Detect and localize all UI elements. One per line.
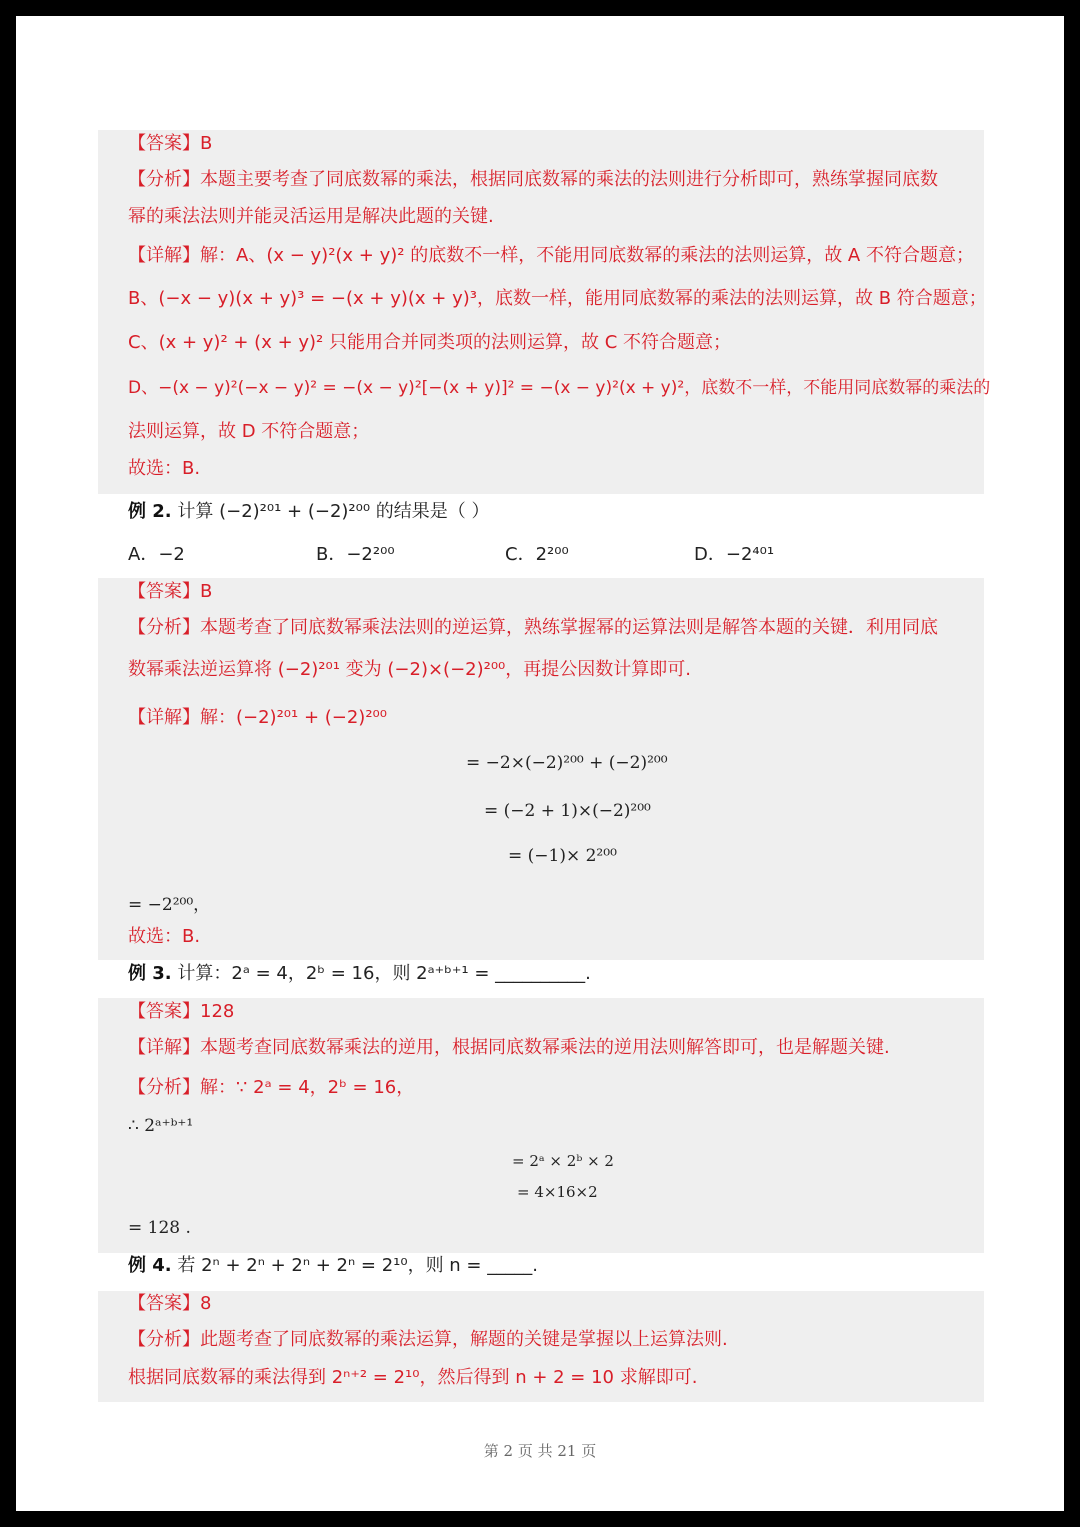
ex3-therefore: ∴ 2ᵃ⁺ᵇ⁺¹ xyxy=(128,1116,194,1136)
ex2-option-a[interactable]: A．−2 xyxy=(128,544,185,565)
ex4-analysis-line1: 【分析】此题考查了同底数幂的乘法运算，解题的关键是掌握以上运算法则. xyxy=(128,1329,728,1350)
ex1-detail-line2: B、(−x − y)(x + y)³ = −(x + y)(x + y)³，底数一样，能用同底数幂的乘法的法则运算，故 B 符合题意； xyxy=(128,288,987,309)
ex2-label: 例 2. xyxy=(128,501,172,522)
ex1-detail-line5: 法则运算，故 D 不符合题意； xyxy=(128,421,370,442)
page-number-footer: 第 2 页 共 21 页 xyxy=(483,1442,597,1460)
ex3-question-text: 计算：2ᵃ = 4，2ᵇ = 16，则 2ᵃ⁺ᵇ⁺¹ = __________. xyxy=(177,963,591,984)
ex3-question xyxy=(128,962,591,986)
ex2-choose: 故选：B. xyxy=(128,926,201,947)
ex2-option-d[interactable]: D．−2⁴⁰¹ xyxy=(694,544,775,565)
ex1-detail-line3: C、(x + y)² + (x + y)² 只能用合并同类项的法则运算，故 C 不符合题意； xyxy=(128,332,732,353)
ex1-answer: 【答案】B xyxy=(128,133,213,154)
ex3-step-2: = 4×16×2 xyxy=(517,1183,598,1201)
ex4-analysis-line2: 根据同底数幂的乘法得到 2ⁿ⁺² = 2¹⁰，然后得到 n + 2 = 10 求解即可. xyxy=(128,1367,698,1388)
ex1-detail-line1: 【详解】解：A、(x − y)²(x + y)² 的底数不一样，不能用同底数幂的乘法的法则运算，故 A 不符合题意； xyxy=(128,245,974,266)
ex3-label: 例 3. xyxy=(128,963,172,984)
ex2-question xyxy=(128,500,490,524)
ex2-step-3: = (−1)× 2²⁰⁰ xyxy=(508,846,617,866)
ex1-choose: 故选：B. xyxy=(128,458,201,479)
ex4-question xyxy=(128,1254,538,1278)
ex2-step-2: = (−2 + 1)×(−2)²⁰⁰ xyxy=(484,801,651,821)
ex2-answer: 【答案】B xyxy=(128,581,213,602)
ex2-analysis-line2: 数幂乘法逆运算将 (−2)²⁰¹ 变为 (−2)×(−2)²⁰⁰，再提公因数计算即可. xyxy=(128,659,691,680)
ex4-question-text: 若 2ⁿ + 2ⁿ + 2ⁿ + 2ⁿ = 2¹⁰，则 n = _____. xyxy=(177,1255,538,1276)
ex1-analysis-line1: 【分析】本题主要考查了同底数幂的乘法，根据同底数幂的乘法的法则进行分析即可，熟练掌握同底数 xyxy=(128,169,938,190)
ex1-detail-line4: D、−(x − y)²(−x − y)² = −(x − y)²[−(x + y)]² = −(x − y)²(x + y)²，底数不一样，不能用同底数幂的乘法的 xyxy=(128,378,991,398)
ex3-answer: 【答案】128 xyxy=(128,1001,235,1022)
ex2-step-1: = −2×(−2)²⁰⁰ + (−2)²⁰⁰ xyxy=(466,753,668,773)
ex2-detail: 【详解】解：(−2)²⁰¹ + (−2)²⁰⁰ xyxy=(128,707,387,728)
ex2-analysis-line1: 【分析】本题考查了同底数幂乘法法则的逆运算，熟练掌握幂的运算法则是解答本题的关键．利用同底 xyxy=(128,617,938,638)
ex2-question-text: 计算 (−2)²⁰¹ + (−2)²⁰⁰ 的结果是（ ） xyxy=(177,501,490,522)
ex2-step-4: = −2²⁰⁰， xyxy=(128,895,211,915)
ex2-option-c[interactable]: C．2²⁰⁰ xyxy=(505,544,569,565)
ex3-detail: 【详解】本题考查同底数幂乘法的逆用，根据同底数幂乘法的逆用法则解答即可，也是解题关键. xyxy=(128,1037,890,1058)
ex4-label: 例 4. xyxy=(128,1255,172,1276)
ex4-answer: 【答案】8 xyxy=(128,1293,212,1314)
ex3-step-3: = 128 . xyxy=(128,1218,191,1238)
ex1-analysis-line2: 幂的乘法法则并能灵活运用是解决此题的关键. xyxy=(128,206,494,227)
ex3-analysis: 【分析】解：∵ 2ᵃ = 4，2ᵇ = 16， xyxy=(128,1077,415,1098)
ex3-step-1: = 2ᵃ × 2ᵇ × 2 xyxy=(512,1152,614,1170)
ex2-option-b[interactable]: B．−2²⁰⁰ xyxy=(316,544,395,565)
